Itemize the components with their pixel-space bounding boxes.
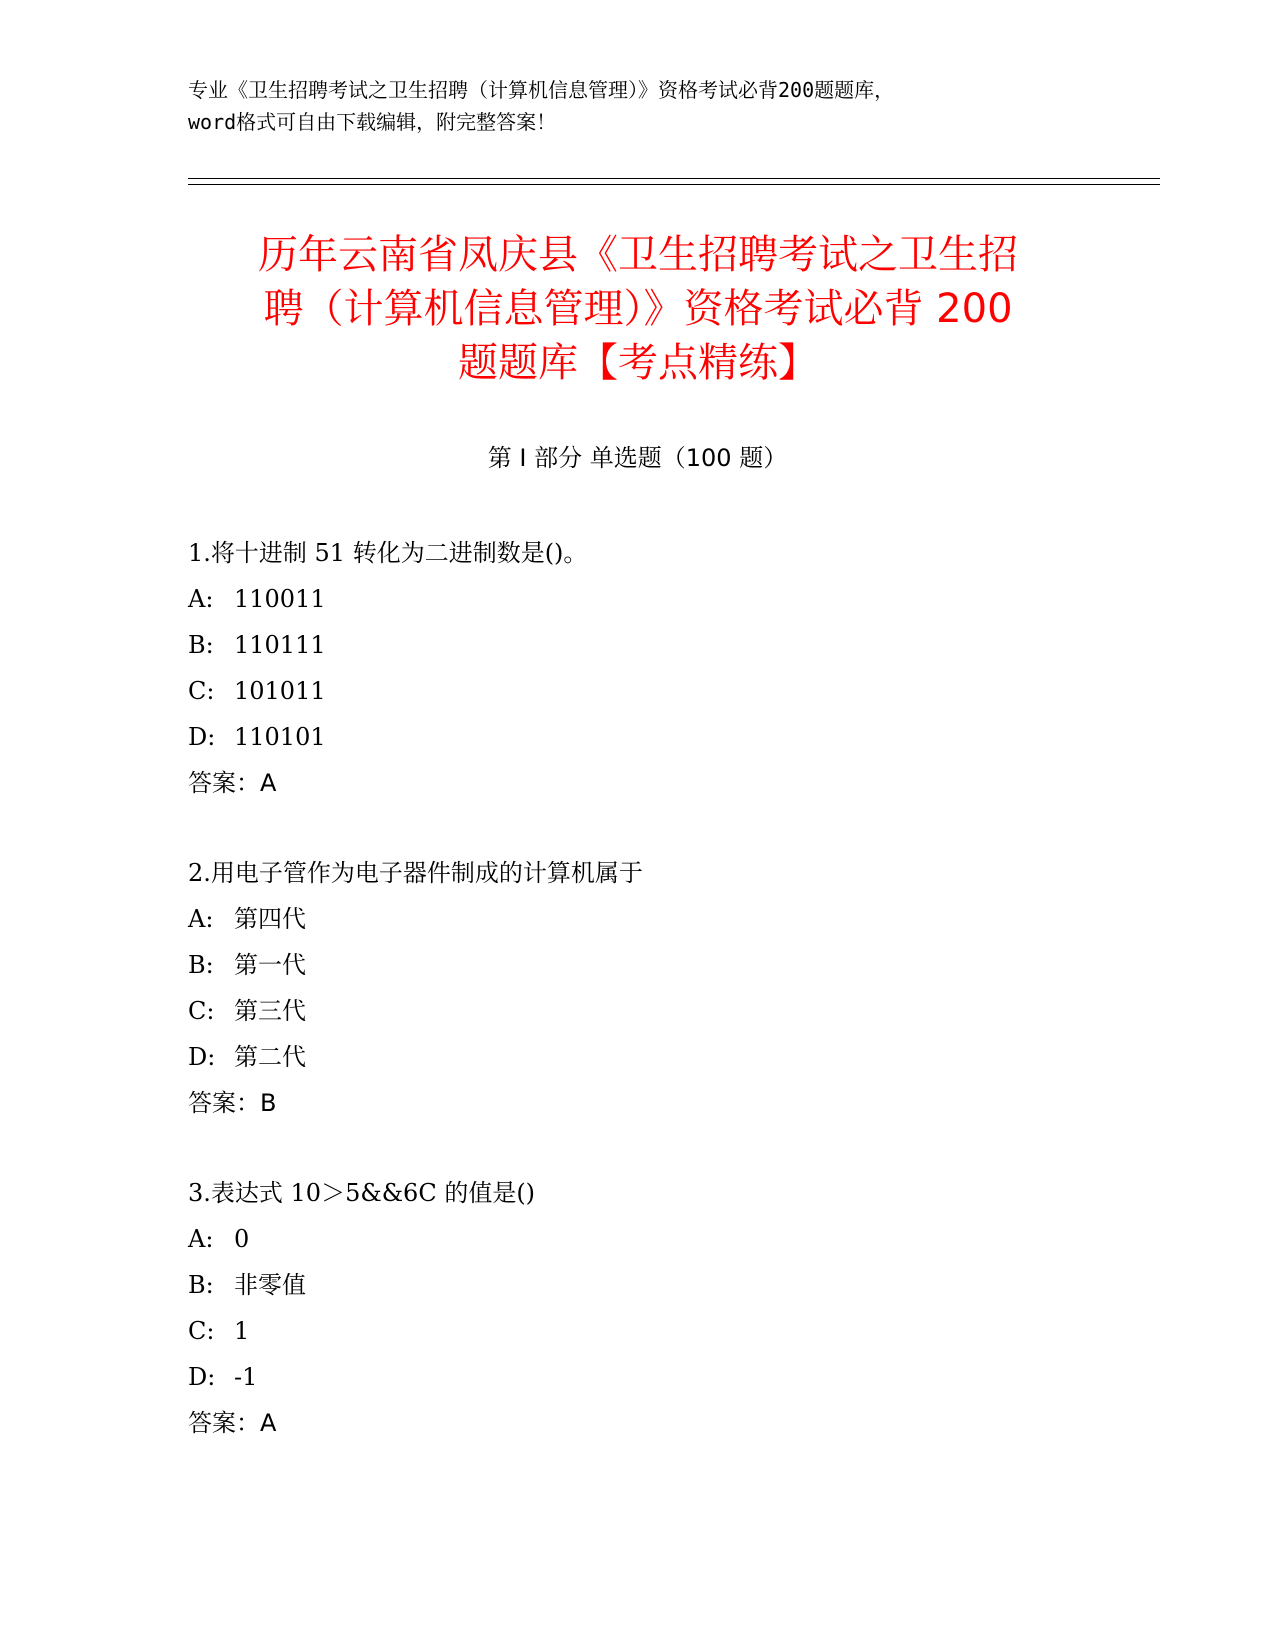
question-2 <box>188 850 1088 1126</box>
option-text: 第三代 <box>234 997 306 1025</box>
title-line-2: 聘（计算机信息管理）》资格考试必背 200 <box>263 286 1013 332</box>
option-b <box>188 1262 1088 1308</box>
header-note-line-1: 专业《卫生招聘考试之卫生招聘（计算机信息管理）》资格考试必背200题题库， <box>188 78 895 102</box>
option-letter: B: <box>188 1271 214 1299</box>
option-text: 第二代 <box>234 1043 306 1071</box>
option-letter: D: <box>188 1363 216 1391</box>
question-stem: 1.将十进制 51 转化为二进制数是()。 <box>188 539 588 567</box>
option-letter: C: <box>188 997 215 1025</box>
option-letter: C: <box>188 677 215 705</box>
option-c <box>188 1308 1088 1354</box>
option-text: 第一代 <box>234 951 306 979</box>
option-text: -1 <box>234 1363 258 1391</box>
option-letter: B: <box>188 951 214 979</box>
option-text: 0 <box>234 1225 250 1253</box>
question-3 <box>188 1170 1088 1446</box>
option-b <box>188 942 1088 988</box>
question-stem: 3.表达式 10＞5&&6C 的值是() <box>188 1179 536 1207</box>
option-a <box>188 1216 1088 1262</box>
section-heading: 第 I 部分 单选题（100 题） <box>487 444 788 472</box>
option-letter: D: <box>188 1043 216 1071</box>
title-line-3: 题题库【考点精练】 <box>458 340 818 386</box>
option-letter: B: <box>188 631 214 659</box>
question-1 <box>188 530 1088 806</box>
document-title <box>188 228 1088 390</box>
header-divider-bottom <box>188 184 1160 185</box>
option-d <box>188 1354 1088 1400</box>
option-text: 101011 <box>234 677 326 705</box>
option-letter: A: <box>188 1225 214 1253</box>
title-line-1: 历年云南省凤庆县《卫生招聘考试之卫生招 <box>258 232 1018 278</box>
option-a <box>188 576 1088 622</box>
option-text: 第四代 <box>234 905 306 933</box>
answer-line: 答案：B <box>188 1089 277 1117</box>
question-stem: 2.用电子管作为电子器件制成的计算机属于 <box>188 859 643 887</box>
option-letter: D: <box>188 723 216 751</box>
header-note <box>188 74 1088 138</box>
option-letter: A: <box>188 585 214 613</box>
answer-line: 答案：A <box>188 769 277 797</box>
option-d <box>188 714 1088 760</box>
option-text: 110111 <box>234 631 326 659</box>
option-letter: A: <box>188 905 214 933</box>
option-c <box>188 988 1088 1034</box>
option-c <box>188 668 1088 714</box>
option-a <box>188 896 1088 942</box>
header-note-line-2: word格式可自由下载编辑，附完整答案！ <box>188 110 557 134</box>
option-letter: C: <box>188 1317 215 1345</box>
option-text: 1 <box>234 1317 250 1345</box>
option-text: 非零值 <box>234 1271 306 1299</box>
option-text: 110011 <box>234 585 326 613</box>
option-text: 110101 <box>234 723 326 751</box>
option-b <box>188 622 1088 668</box>
header-divider-top <box>188 178 1160 179</box>
option-d <box>188 1034 1088 1080</box>
answer-line: 答案：A <box>188 1409 277 1437</box>
